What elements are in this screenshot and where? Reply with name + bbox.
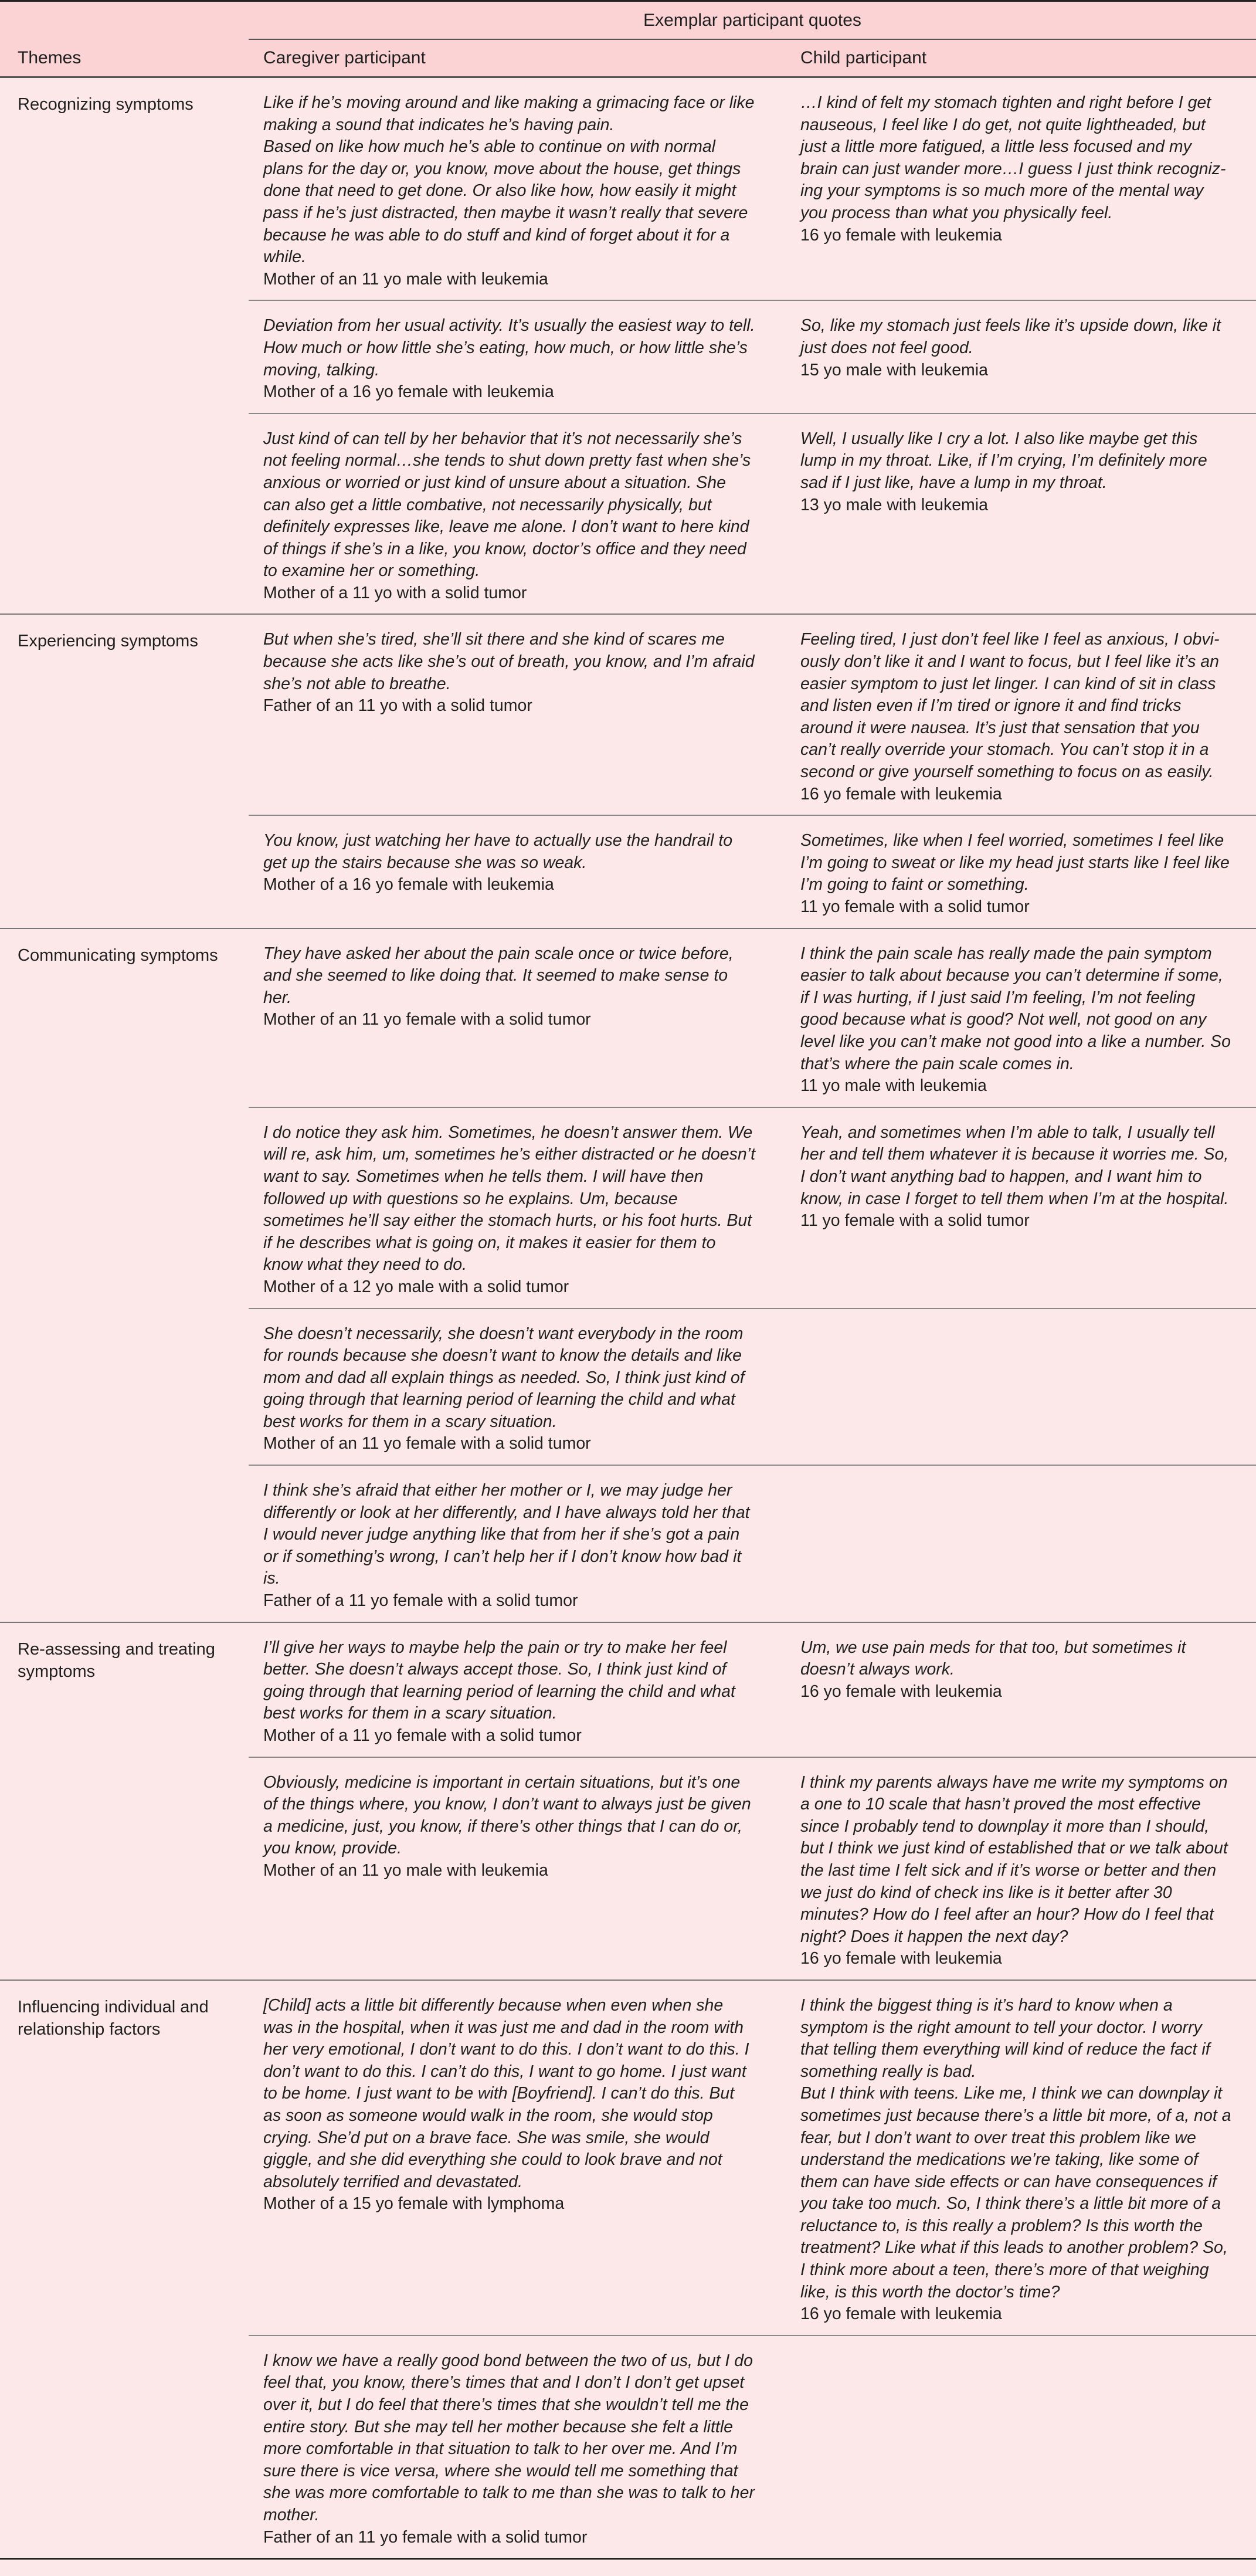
caregiver-attribution: Mother of a 11 yo female with a solid tumor <box>263 1726 582 1745</box>
child-cell <box>779 1623 1256 1757</box>
caregiver-attribution: Father of an 11 yo with a solid tumor <box>263 696 532 716</box>
caregiver-quote: You know, just watching her have to actually use the handrail to get up the stairs because she was so weak. <box>263 831 733 872</box>
child-attribution: 13 yo male with leukemia <box>800 495 988 514</box>
caregiver-cell <box>249 1108 779 1308</box>
caregiver-cell <box>249 414 779 614</box>
child-attribution: 16 yo female with leukemia <box>800 225 1002 245</box>
child-cell <box>779 1758 1256 1980</box>
caregiver-quote: I think she’s afraid that either her mother or I, we may judge her differently or look at her differently, and I have always told her that I would never judge anything like that from her if she’s got a pain or if something’s wrong, I can’t help her if I don’t know how bad it is. <box>263 1481 750 1588</box>
child-cell <box>779 1108 1256 1308</box>
child-quote: But I think with teens. Like me, I think we can downplay it sometimes just because there’s a little bit more, of a, not a fear, but I don’t want to over treat this problem like we understand the medications we’re taking, like some of them can have side effects or can have consequences if you take too much. So, I think there’s a little bit more of a reluctance to, is this really a problem? Is this worth the treatment? Like what if this leads to another problem? So, I think more about a teen, there’s more of that weighing like, is this worth the doctor’s time? <box>800 2084 1231 2302</box>
caregiver-quote: I know we have a really good bond between the two of us, but I do feel that, you know, there’s times that and I don’t I don’t get upset over it, but I do feel that there’s times that she wouldn’t tell me the entire story. But she may tell her mother because she felt a little more comfortable in that situation to talk to her over me. And I’m sure there is vice versa, where she would tell me something that she was more comfortable to talk to me than she was to talk to her mother. <box>263 2351 755 2524</box>
child-attribution: 16 yo female with leukemia <box>800 784 1002 804</box>
child-cell <box>779 78 1256 300</box>
caregiver-quote: Deviation from her usual activity. It’s usually the easiest way to tell. How much or how little she’s eating, how much, or how little she’s moving, talking. <box>263 316 755 379</box>
theme-section <box>0 1981 1256 2560</box>
theme-rows <box>249 78 1256 614</box>
column-header-themes: Themes <box>18 48 82 67</box>
caregiver-quote: Based on like how much he’s able to continue on with normal plans for the day or, you know, move about the house, get things done that need to get done. Or also like how, how easily it might pass if he’s just distracted, then maybe it wasn’t really that severe because he was able to do stuff and kind of forget about it for a while. <box>263 137 748 267</box>
child-cell <box>779 1981 1256 2335</box>
theme-label: Communicating symptoms <box>18 945 218 965</box>
table-row <box>249 1465 1256 1622</box>
caregiver-quote: Like if he’s moving around and like making a grimacing face or like making a sound that indicates he’s having pain. <box>263 93 755 134</box>
child-cell <box>779 301 1256 412</box>
table-body <box>0 78 1256 2560</box>
caregiver-attribution: Mother of a 12 yo male with a solid tumor <box>263 1277 569 1296</box>
child-cell <box>779 2336 1256 2558</box>
theme-label: Experiencing symptoms <box>18 632 198 651</box>
child-quote: I think the biggest thing is it’s hard to know when a symptom is the right amount to tell your doctor. I worry that telling them everything will kind of reduce the fact if something really is bad. <box>800 1995 1210 2081</box>
caregiver-cell <box>249 1981 779 2335</box>
child-cell <box>779 414 1256 614</box>
theme-section <box>0 78 1256 615</box>
caregiver-cell <box>249 816 779 927</box>
theme-section <box>0 929 1256 1623</box>
child-quote: I think the pain scale has really made the pain symptom easier to talk about because you can’t determine if some, if I was hurting, if I just said I’m feeling, I’m not feeling good because what is good? Not well, not good on any level like you can’t make not good into a like a number. So that’s where the pain scale comes in. <box>800 944 1231 1073</box>
table-row <box>249 413 1256 614</box>
table-row <box>249 2335 1256 2558</box>
caregiver-cell <box>249 301 779 412</box>
caregiver-attribution: Mother of a 11 yo with a solid tumor <box>263 583 527 602</box>
caregiver-quote: She doesn’t necessarily, she doesn’t want everybody in the room for rounds because she doesn’t want to know the details and like mom and dad all explain things as needed. So, I think just kind of going through that learning period of learning the child and what best works for them in a scary situation. <box>263 1324 745 1431</box>
table-row <box>249 1107 1256 1308</box>
theme-label: Re-assessing and treating symptoms <box>18 1639 215 1681</box>
child-quote: So, like my stomach just feels like it’s upside down, like it just does not feel good. <box>800 316 1221 357</box>
table-row <box>249 300 1256 412</box>
caregiver-attribution: Mother of an 11 yo female with a solid tumor <box>263 1010 591 1029</box>
caregiver-cell <box>249 2336 779 2558</box>
theme-rows <box>249 1981 1256 2558</box>
column-header-caregiver: Caregiver participant <box>263 48 426 67</box>
child-quote: …I kind of felt my stomach tighten and right before I get nauseous, I feel like I do get, not quite lightheaded, but just a little more fatigued, a little less focused and my brain can just wander more…I guess I just think recognizing your symptoms is so much more of the mental way you process than what you physically feel. <box>800 93 1226 222</box>
child-cell <box>779 1466 1256 1622</box>
caregiver-quote: But when she’s tired, she’ll sit there and she kind of scares me because she acts like she’s out of breath, you know, and I’m afraid she’s not able to breathe. <box>263 630 755 693</box>
table-header <box>0 0 1256 78</box>
child-attribution: 11 yo female with a solid tumor <box>800 1211 1030 1231</box>
caregiver-attribution: Mother of an 11 yo male with leukemia <box>263 269 548 289</box>
table-row <box>249 1757 1256 1980</box>
caregiver-attribution: Mother of a 15 yo female with lymphoma <box>263 2194 565 2214</box>
table-row <box>249 815 1256 927</box>
child-quote: Sometimes, like when I feel worried, sometimes I feel like I’m going to sweat or like my head just starts like I feel like I’m going to faint or something. <box>800 831 1230 894</box>
child-attribution: 11 yo male with leukemia <box>800 1076 987 1096</box>
table-row <box>249 1308 1256 1465</box>
theme-section <box>0 1623 1256 1981</box>
child-attribution: 15 yo male with leukemia <box>800 360 988 379</box>
caregiver-quote: I do notice they ask him. Sometimes, he doesn’t answer them. We will re, ask him, um, sometimes he’s either distracted or he doesn’t want to say. Sometimes when he tells them. I will have then followed up with questions so he explains. Um, because sometimes he’ll say either the stomach hurts, or his foot hurts. But if he describes what is going on, it makes it easier for them to know what they need to do. <box>263 1123 755 1275</box>
table-row <box>249 1981 1256 2335</box>
caregiver-cell <box>249 1758 779 1980</box>
child-quote: Um, we use pain meds for that too, but sometimes it doesn’t always work. <box>800 1638 1186 1679</box>
child-attribution: 16 yo female with leukemia <box>800 1949 1002 1968</box>
caregiver-cell <box>249 1623 779 1757</box>
child-cell <box>779 1309 1256 1465</box>
child-quote: Well, I usually like I cry a lot. I also like maybe get this lump in my throat. Like, if I’m crying, I’m definitely more sad if I just like, have a lump in my throat. <box>800 429 1207 492</box>
theme-section <box>0 615 1256 928</box>
theme-rows <box>249 1623 1256 1980</box>
caregiver-cell <box>249 615 779 815</box>
caregiver-cell <box>249 78 779 300</box>
child-quote: Feeling tired, I just don’t feel like I feel as anxious, I obviously don’t like it and I want to focus, but I feel like it’s an easier symptom to just let linger. I can kind of sit in class and listen even if I’m tired or ignore it and find tricks around it were nausea. It’s just that sensation that you can’t really override your stomach. You can’t stop it in a second or give yourself something to focus on as easily. <box>800 630 1220 782</box>
child-attribution: 16 yo female with leukemia <box>800 1682 1002 1701</box>
child-quote: I think my parents always have me write my symptoms on a one to 10 scale that hasn’t proved the most effective since I probably tend to downplay it more than I should, but I think we just kind of established that or we talk about the last time I felt sick and if it’s worse or better and then we just do kind of check ins like is it better after 30 minutes? How do I feel after an hour? How do I feel that night? Does it happen the next day? <box>800 1772 1228 1946</box>
theme-rows <box>249 929 1256 1622</box>
caregiver-attribution: Mother of an 11 yo female with a solid tumor <box>263 1434 591 1453</box>
caregiver-quote: They have asked her about the pain scale once or twice before, and she seemed to like doing that. It seemed to make sense to her. <box>263 944 734 1007</box>
child-cell <box>779 929 1256 1107</box>
caregiver-quote: Just kind of can tell by her behavior that it’s not necessarily she’s not feeling normal…she tends to shut down pretty fast when she’s anxious or worried or just kind of unsure about a situation. She can also get a little combative, not necessarily physically, but definitely expresses like, leave me alone. I don’t want to here kind of things if she’s in a like, you know, doctor’s office and they need to examine her or something. <box>263 429 751 581</box>
child-attribution: 16 yo female with leukemia <box>800 2304 1002 2324</box>
table-row <box>249 929 1256 1107</box>
group-header: Exemplar participant quotes <box>249 2 1256 40</box>
caregiver-attribution: Father of a 11 yo female with a solid tumor <box>263 1591 578 1611</box>
table-row <box>249 1623 1256 1757</box>
caregiver-attribution: Mother of an 11 yo male with leukemia <box>263 1860 548 1880</box>
theme-rows <box>249 615 1256 927</box>
caregiver-cell <box>249 1466 779 1622</box>
child-cell <box>779 615 1256 815</box>
caregiver-quote: I’ll give her ways to maybe help the pain or try to make her feel better. She doesn’t always accept those. So, I think just kind of going through that learning period of learning the child and what best works for them in a scary situation. <box>263 1638 735 1723</box>
caregiver-attribution: Mother of a 16 yo female with leukemia <box>263 382 554 402</box>
child-quote: Yeah, and sometimes when I’m able to talk, I usually tell her and tell them whatever it is because it worries me. So, I don’t want anything bad to happen, and I want him to know, in case I forget to tell them when I’m at the hospital. <box>800 1123 1229 1208</box>
caregiver-cell <box>249 1309 779 1465</box>
theme-label: Recognizing symptoms <box>18 95 194 114</box>
caregiver-quote: [Child] acts a little bit differently because when even when she was in the hospital, when it was just me and dad in the room with her very emotional, I don’t want to do this. I don’t want to do this. I don’t want to do this. I can’t do this, I want to go home. I just want to be home. I just want to be with [Boyfriend]. I can’t do this. But as soon as someone would walk in the room, she would stop crying. She’d put on a brave face. She was smile, she would giggle, and she did everything she could to look brave and not absolutely terrified and devastated. <box>263 1995 749 2191</box>
theme-label: Influencing individual and relationship factors <box>18 1997 209 2039</box>
caregiver-cell <box>249 929 779 1107</box>
caregiver-attribution: Father of an 11 yo female with a solid tumor <box>263 2527 588 2547</box>
child-attribution: 11 yo female with a solid tumor <box>800 897 1030 916</box>
child-cell <box>779 816 1256 927</box>
table-row <box>249 615 1256 815</box>
caregiver-attribution: Mother of a 16 yo female with leukemia <box>263 875 554 894</box>
table-row <box>249 78 1256 300</box>
caregiver-quote: Obviously, medicine is important in certain situations, but it’s one of the things where, you know, I don’t want to always just be given a medicine, just, you know, if there’s other things that I can do or, you know, provide. <box>263 1772 751 1858</box>
column-header-child: Child participant <box>800 48 927 67</box>
